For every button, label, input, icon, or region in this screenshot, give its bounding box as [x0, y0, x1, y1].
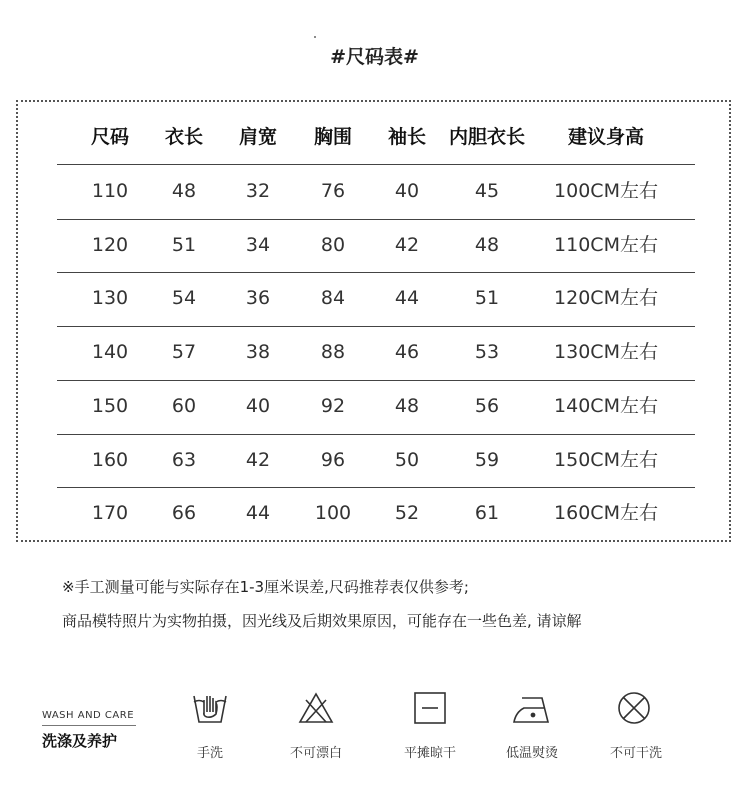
table-header — [40, 110, 696, 164]
table-row — [40, 165, 696, 218]
cell-height: 120CM左右 — [554, 287, 658, 310]
header-height: 建议身高 — [567, 126, 645, 148]
care-label-no-bleach: 不可漂白 — [289, 746, 343, 761]
care-label-dry-flat: 平摊晾干 — [403, 746, 457, 761]
cell-height: 110CM左右 — [554, 233, 658, 256]
care-label-no-dry-clean: 不可干洗 — [609, 746, 663, 761]
cell-length: 63 — [171, 448, 197, 471]
dry-flat-icon — [410, 688, 450, 728]
measurement-note: ※手工测量可能与实际存在1-3厘米误差,尺码推荐表仅供参考; — [62, 578, 469, 596]
no-bleach-icon — [296, 688, 336, 728]
table-row — [40, 326, 696, 379]
cell-size: 160 — [91, 448, 129, 471]
cell-shoulder: 42 — [245, 448, 271, 471]
cell-liner-length: 61 — [474, 502, 500, 525]
cell-liner-length: 45 — [474, 180, 500, 202]
cell-chest: 92 — [320, 394, 346, 417]
cell-length: 60 — [171, 394, 197, 417]
header-length: 衣长 — [164, 126, 204, 148]
cell-sleeve: 42 — [394, 233, 420, 256]
cell-height: 160CM左右 — [554, 502, 658, 525]
cell-chest: 84 — [320, 287, 346, 310]
table-row — [40, 487, 696, 540]
cell-liner-length: 59 — [474, 448, 500, 471]
header-liner-length: 内胆衣长 — [448, 126, 526, 148]
cell-chest: 80 — [320, 233, 346, 256]
header-shoulder: 肩宽 — [238, 126, 278, 148]
cell-height: 140CM左右 — [554, 394, 658, 417]
cell-sleeve: 48 — [394, 394, 420, 417]
cell-liner-length: 51 — [474, 287, 500, 310]
care-label-hand-wash: 手洗 — [196, 746, 224, 761]
cell-height: 100CM左右 — [554, 180, 658, 202]
cell-size: 120 — [91, 233, 129, 256]
cell-sleeve: 40 — [394, 180, 420, 202]
page-title: #尺码表# — [330, 46, 419, 68]
table-row — [40, 272, 696, 325]
cell-chest: 96 — [320, 448, 346, 471]
color-note: 商品模特照片为实物拍摄，因光线及后期效果原因，可能存在一些色差, 请谅解 — [62, 612, 582, 630]
cell-chest: 76 — [320, 180, 346, 202]
wash-care-title-cn: 洗涤及养护 — [42, 732, 118, 750]
cell-length: 54 — [171, 287, 197, 310]
cell-chest: 100 — [314, 502, 352, 525]
low-iron-icon — [512, 688, 552, 728]
cell-sleeve: 46 — [394, 341, 420, 364]
cell-length: 51 — [171, 233, 197, 256]
cell-size: 150 — [91, 394, 129, 417]
cell-size: 170 — [91, 502, 129, 525]
cell-shoulder: 44 — [245, 502, 271, 525]
cell-length: 66 — [171, 502, 197, 525]
header-sleeve: 袖长 — [387, 126, 427, 148]
care-label-low-iron: 低温熨烫 — [505, 746, 559, 761]
cell-liner-length: 53 — [474, 341, 500, 364]
decor-dot — [314, 36, 316, 38]
cell-liner-length: 48 — [474, 233, 500, 256]
no-dry-clean-icon — [614, 688, 654, 728]
cell-length: 48 — [171, 180, 197, 202]
cell-shoulder: 32 — [245, 180, 271, 202]
table-row — [40, 434, 696, 487]
cell-chest: 88 — [320, 341, 346, 364]
cell-size: 140 — [91, 341, 129, 364]
cell-size: 110 — [91, 180, 129, 202]
cell-shoulder: 36 — [245, 287, 271, 310]
cell-shoulder: 34 — [245, 233, 271, 256]
table-row — [40, 219, 696, 272]
cell-size: 130 — [91, 287, 129, 310]
wash-care-divider — [42, 725, 136, 726]
cell-length: 57 — [171, 341, 197, 364]
cell-shoulder: 40 — [245, 394, 271, 417]
cell-shoulder: 38 — [245, 341, 271, 364]
cell-sleeve: 44 — [394, 287, 420, 310]
cell-height: 130CM左右 — [554, 341, 658, 364]
header-size: 尺码 — [90, 126, 130, 148]
cell-liner-length: 56 — [474, 394, 500, 417]
header-chest: 胸围 — [313, 126, 353, 148]
cell-sleeve: 50 — [394, 448, 420, 471]
table-row — [40, 380, 696, 433]
wash-care-title-en: WASH AND CARE — [42, 710, 135, 721]
hand-wash-icon — [190, 688, 230, 728]
cell-sleeve: 52 — [394, 502, 420, 525]
cell-height: 150CM左右 — [554, 448, 658, 471]
